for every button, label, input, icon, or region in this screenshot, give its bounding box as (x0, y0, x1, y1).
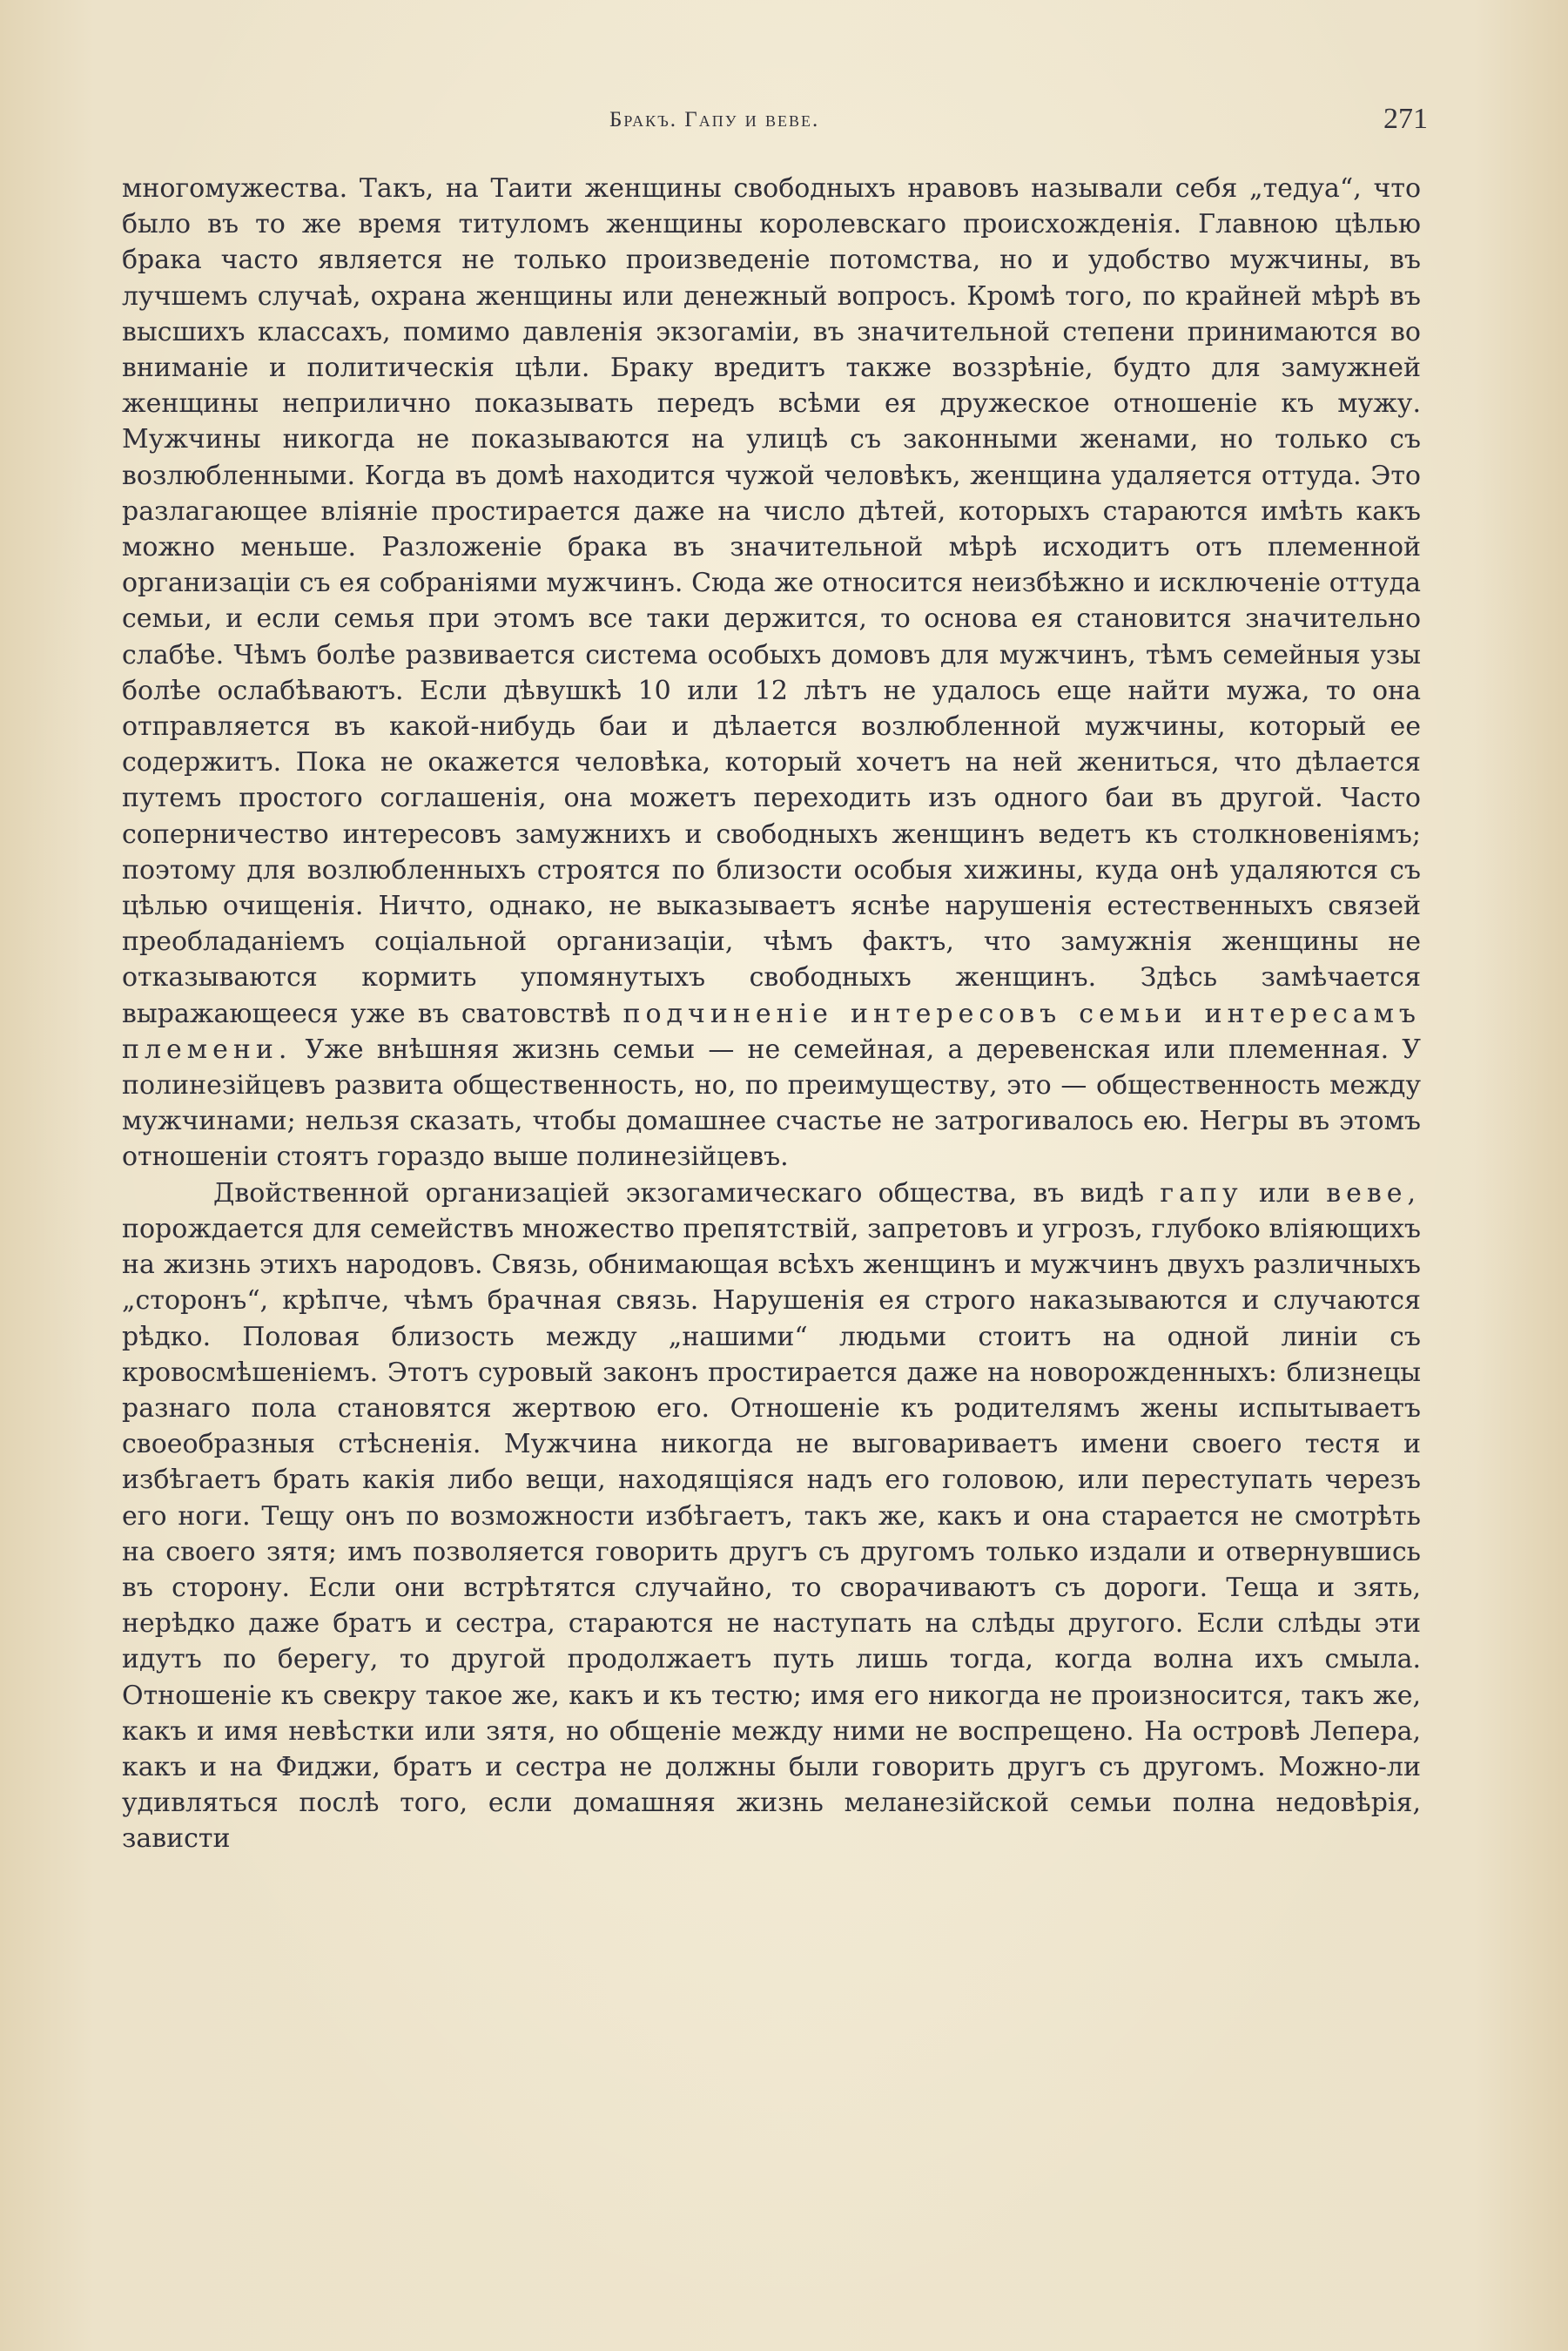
paragraph-2 (122, 1176, 1421, 1857)
page-number: 271 (1383, 103, 1428, 135)
paragraph-1-text-a: многомужества. Такъ, на Таити женщины свободныхъ нравовъ называли себя „тедуа“, что было въ то же время титуломъ женщины королевскаго происхожденія. Главною цѣлью брака часто является не только произведеніе потомства, но и удобство мужчины, въ лучшемъ случаѣ, охрана женщины или денежный вопросъ. Кромѣ того, по крайней мѣрѣ въ высшихъ классахъ, помимо давленія экзогаміи, въ значительной степени принимаются во вниманіе и политическія цѣли. Браку вредитъ также воззрѣніе, будто для замужней женщины неприлично показывать передъ всѣми ея дружеское отношеніе къ мужу. Мужчины никогда не показываются на улицѣ съ законными женами, но только съ возлюбленными. Когда въ домѣ находится чужой человѣкъ, женщина удаляется оттуда. Это разлагающее вліяніе простирается даже на число дѣтей, которыхъ стараются имѣть какъ можно меньше. Разложеніе брака въ значительной мѣрѣ исходитъ отъ племенной организаціи съ ея собраніями мужчинъ. Сюда же относится неизбѣжно и исключеніе оттуда семьи, и если семья при этомъ все таки держится, то основа ея становится значительно слабѣе. Чѣмъ болѣе развивается система особыхъ домовъ для мужчинъ, тѣмъ семейныя узы болѣе ослабѣваютъ. Если дѣвушкѣ 10 или 12 лѣтъ не удалось еще найти мужа, то она отправляется въ какой-нибудь баи и дѣлается возлюбленной мужчины, который ее содержитъ. Пока не окажется человѣка, который хочетъ на ней жениться, что дѣлается путемъ простого соглашенія, она можетъ переходить изъ одного баи въ другой. Часто соперничество интересовъ замужнихъ и свободныхъ женщинъ ведетъ къ столкновеніямъ; поэтому для возлюбленныхъ строятся по близости особыя хижины, куда онѣ удаляются съ цѣлью очищенія. Ничто, однако, не выказываетъ яснѣе нарушенія естественныхъ связей преобладаніемъ соціальной организаціи, чѣмъ фактъ, что замужнія женщины не отказываются кормить упомянутыхъ свободныхъ женщинъ. Здѣсь замѣчается выражающееся уже въ сватовствѣ (122, 173, 1421, 1029)
page-header (122, 103, 1428, 155)
paragraph-2-text-a: Двойственной организаціей экзогамическаго общества, въ видѣ (213, 1177, 1161, 1209)
paragraph-2-spaced-veve: веве, (1326, 1177, 1421, 1209)
paragraph-1-spaced-emphasis: подчиненіе интересовъ семьи интересамъ племени. (122, 998, 1421, 1065)
body-text (122, 171, 1421, 2295)
paragraph-2-text-c: порождается для семействъ множество препятствій, запретовъ и угрозъ, глубоко вліяющихъ на жизнь этихъ народовъ. Связь, обнимающая всѣхъ женщинъ и мужчинъ двухъ различныхъ „сторонъ“, крѣпче, чѣмъ брачная связь. Нарушенія ея строго наказываются и случаются рѣдко. Половая близость между „нашими“ людьми стоитъ на одной линіи съ кровосмѣшеніемъ. Этотъ суровый законъ простирается даже на новорожденныхъ: близнецы разнаго пола становятся жертвою его. Отношеніе къ родителямъ жены испытываетъ своеобразныя стѣсненія. Мужчина никогда не выговариваетъ имени своего тестя и избѣгаетъ брать какія либо вещи, находящіяся надъ его головою, или переступать черезъ его ноги. Тещу онъ по возможности избѣгаетъ, такъ же, какъ и она старается не смотрѣть на своего зятя; имъ позволяется говорить другъ съ другомъ только издали и отвернувшись въ сторону. Если они встрѣтятся случайно, то сворачиваютъ съ дороги. Теща и зять, нерѣдко даже братъ и сестра, стараются не наступать на слѣды другого. Если слѣды эти идутъ по берегу, то другой продолжаетъ путь лишь тогда, когда волна ихъ смыла. Отношеніе къ свекру такое же, какъ и къ тестю; имя его никогда не произносится, такъ же, какъ и имя невѣстки или зятя, но общеніе между ними не воспрещено. На островѣ Лепера, какъ и на Фиджи, братъ и сестра не должны были говорить другъ съ другомъ. Можно-ли удивляться послѣ того, если домашняя жизнь меланезійской семьи полна недовѣрія, зависти (122, 1213, 1421, 1855)
running-title: Бракъ. Гапу и веве. (609, 108, 820, 131)
paragraph-1-text-b: Уже внѣшняя жизнь семьи — не семейная, а деревенская или племенная. У полинезійцевъ развита общественность, но, по преимуществу, это — общественность между мужчинами; нельзя сказать, чтобы домашнее счастье не затрогивалось ею. Негры въ этомъ отношеніи стоятъ гораздо выше полинезійцевъ. (122, 1034, 1421, 1173)
paragraph-2-text-b: или (1242, 1177, 1327, 1209)
paragraph-2-spaced-gapu: гапу (1160, 1177, 1243, 1209)
paragraph-1 (122, 171, 1421, 1176)
